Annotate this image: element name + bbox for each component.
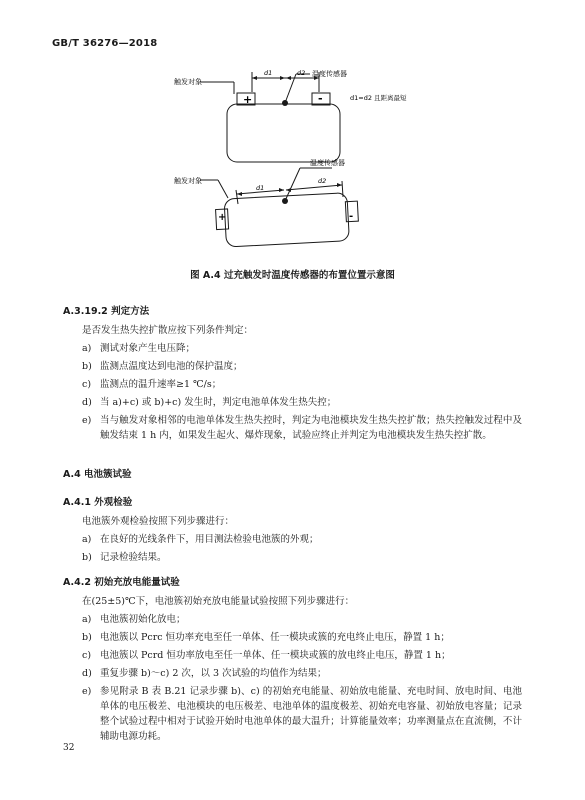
distance-note: d1=d2 且距离最短 [350,94,407,102]
list-text: 监测点的温升速率≥1 ℃/s； [100,379,222,390]
d2-label-top: d2 [297,69,306,77]
heading-a4: A.4 电池簇试验 [63,469,132,480]
list-marker: d) [82,668,92,679]
list-text: 电池簇以 Pcrc 恒功率充电至任一单体、任一模块或簇的充电终止电压，静置 1 h； [100,632,450,643]
sensor-dot-bottom [282,198,288,204]
list-item [82,413,522,443]
intro-a42: 在(25±5)℃下，电池簇初始充放电能量试验按照下列步骤进行： [82,596,355,607]
page-number: 32 [63,743,75,753]
minus-sign-bottom: - [349,211,354,222]
list-marker: c) [82,650,92,661]
list-marker: b) [82,552,92,563]
top-diagram [200,72,340,162]
heading-a42: A.4.2 初始充放电能量试验 [63,577,180,588]
sensor-label-bottom: 温度传感器 [310,159,345,167]
list-text: 当 a)+c) 或 b)+c) 发生时，判定电池单体发生热失控； [100,397,337,408]
figure-caption: 图 A.4 过充触发时温度传感器的布置位置示意图 [190,270,395,281]
d2-label-bottom: d2 [318,177,327,185]
plus-sign-bottom: + [218,212,227,223]
bottom-diagram [174,158,359,248]
list-marker: c) [82,379,92,390]
list-marker: b) [82,632,92,643]
list-item [82,532,522,547]
list-text: 记录检验结果。 [100,552,167,563]
list-marker: e) [82,415,92,426]
list-marker: a) [82,343,92,354]
trigger-target-label-top: 触发对象 [174,78,202,86]
list-item [82,395,522,410]
list-item [82,341,522,356]
list-item [82,359,522,374]
heading-a3192: A.3.19.2 判定方法 [63,306,150,317]
list-text: 电池簇初始化放电； [100,614,186,625]
heading-a41: A.4.1 外观检验 [63,497,133,508]
intro-a41: 电池簇外观检验按照下列步骤进行： [82,516,235,527]
standard-number: GB/T 36276—2018 [52,38,158,49]
list-item [82,630,522,645]
list-text: 当与触发对象相邻的电池单体发生热失控时，判定为电池模块发生热失控扩散；热失控触发过程中及触发结束 1 h 内，如果发生起火、爆炸现象，试验应终止并判定为电池模块发生热失控扩散。 [100,415,522,441]
list-text: 重复步骤 b)～c) 2 次，以 3 次试验的均值作为结果； [100,668,327,679]
list-marker: e) [82,686,92,697]
plus-sign-top: + [243,93,253,106]
list-marker: b) [82,361,92,372]
list-text: 参见附录 B 表 B.21 记录步骤 b)、c) 的初始充电能量、初始放电能量、充电时间、放电时间、电池单体的电压极差、电池模块的电压极差、电池单体的温度极差、初始充电容量、初始放电容量；记录整个试验过程中相对于试验开始时电池单体的最大温升；计算能量效率；功率测量点在直流侧，不计辅助电源功耗。 [100,686,522,742]
intro-a3192: 是否发生热失控扩散应按下列条件判定： [82,325,254,336]
battery-cell-top [227,104,340,162]
d1-label-bottom: d1 [256,184,265,192]
list-item [82,666,522,681]
list-item [82,648,522,663]
minus-sign-top: - [318,92,323,105]
list-text: 电池簇以 Pcrd 恒功率放电至任一单体、任一模块或簇的放电终止电压，静置 1 h； [100,650,451,661]
list-text: 测试对象产生电压降； [100,343,196,354]
sensor-dot-top [282,100,288,106]
list-marker: a) [82,614,92,625]
list-item [82,612,522,627]
list-item [82,377,522,392]
sensor-placement-figure [160,66,420,256]
list-text: 在良好的光线条件下，用目测法检验电池簇的外观； [100,534,319,545]
trigger-target-label-bottom: 触发对象 [174,177,202,185]
list-item [82,550,522,565]
list-text: 监测点温度达到电池的保护温度； [100,361,243,372]
list-item [82,684,522,744]
sensor-label-top: 温度传感器 [312,70,347,78]
d1-label-top: d1 [264,69,273,77]
list-marker: d) [82,397,92,408]
list-marker: a) [82,534,92,545]
